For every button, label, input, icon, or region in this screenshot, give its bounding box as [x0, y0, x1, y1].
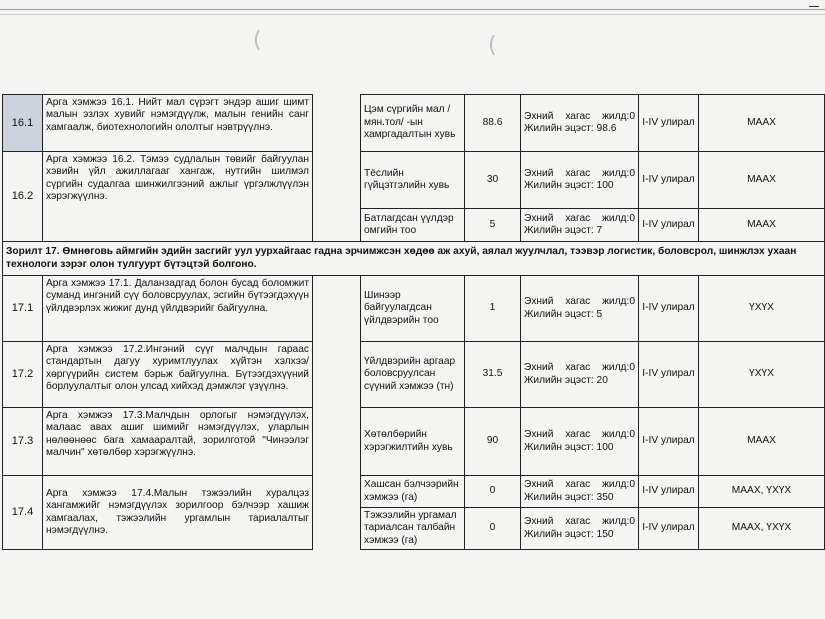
target-text: Эхний хагас жилд:0 Жилийн эцэст: 20: [521, 342, 639, 408]
target-text: Эхний хагас жилд:0 Жилийн эцэст: 100: [521, 408, 639, 476]
period-text: I-IV улирал: [639, 209, 699, 242]
target-text: Эхний хагас жилд:0 Жилийн эцэст: 150: [521, 508, 639, 550]
baseline-value: 30: [465, 152, 521, 209]
table-row-17-1: [3, 276, 825, 342]
row-number: 16.1: [3, 95, 43, 152]
measure-text: Арга хэмжээ 16.1. Нийт мал сүрэгт эндэр ашиг шимт малын эзлэх хувийг нэмэгдүүлж, малын генийн санг хамгаалж, биотехнологийн ололтыг нэвтрүүлнэ.: [43, 95, 313, 152]
indicator-text: Батлагдсан үүлдэр омгийн тоо: [361, 209, 465, 242]
target-text: Эхний хагас жилд:0 Жилийн эцэст: 100: [521, 152, 639, 209]
responsible-org: МААХ: [699, 209, 825, 242]
row-number: 17.3: [3, 408, 43, 476]
table-row-17-4: [3, 476, 825, 508]
page-edge-line-faint: [0, 14, 825, 15]
period-text: I-IV улирал: [639, 508, 699, 550]
goal-row: [3, 242, 825, 276]
blank-cell: [313, 408, 361, 476]
baseline-value: 5: [465, 209, 521, 242]
table-row-17-3: [3, 408, 825, 476]
baseline-value: 0: [465, 508, 521, 550]
table-row-16-1: [3, 95, 825, 152]
indicator-text: Үйлдвэрийн аргаар боловсруулсан сүүний хэмжээ (тн): [361, 342, 465, 408]
responsible-org: ҮХҮХ: [699, 276, 825, 342]
period-text: I-IV улирал: [639, 476, 699, 508]
blank-cell: [313, 342, 361, 408]
target-text: Эхний хагас жилд:0 Жилийн эцэст: 98.6: [521, 95, 639, 152]
measure-text: Арга хэмжээ 17.1. Даланзадгад болон бусад боломжит суманд ингэний сүү боловсруулах, эсгийн бүтээгдэхүүн үйлдвэрлэх жижиг дунд үйлдвэрийг байгуулна.: [43, 276, 313, 342]
measure-text: Арга хэмжээ 17.4.Малын тэжээлийн хуралцэз хангамжийг нэмэгдүүлэх зорилгоор бэлчээр хашиж хамгаалах, тэжээлийн ургамлын тариалалтыг нэмэгдүүлнэ.: [43, 476, 313, 550]
period-text: I-IV улирал: [639, 342, 699, 408]
baseline-value: 1: [465, 276, 521, 342]
period-text: I-IV улирал: [639, 152, 699, 209]
baseline-value: 90: [465, 408, 521, 476]
row-number: 17.2: [3, 342, 43, 408]
period-text: I-IV улирал: [639, 276, 699, 342]
period-text: I-IV улирал: [639, 95, 699, 152]
page-edge-line: [0, 9, 825, 10]
action-plan-table: [2, 94, 825, 550]
row-number: 16.2: [3, 152, 43, 242]
baseline-value: 31.5: [465, 342, 521, 408]
target-text: Эхний хагас жилд:0 Жилийн эцэст: 350: [521, 476, 639, 508]
table-row-17-2: [3, 342, 825, 408]
blank-cell: [313, 152, 361, 242]
indicator-text: Цэм сүргийн мал /мян.тол/ -ын хамргадалтын хувь: [361, 95, 465, 152]
indicator-text: Тёслийн гүйцэтгэлийн хувь: [361, 152, 465, 209]
period-text: I-IV улирал: [639, 408, 699, 476]
baseline-value: 0: [465, 476, 521, 508]
page-corner-mark: [809, 0, 819, 7]
blank-cell: [313, 476, 361, 550]
indicator-text: Хөтөлбөрийн хэрэгжилтийн хувь: [361, 408, 465, 476]
table-row-16-2: [3, 152, 825, 209]
indicator-text: Хашсан бэлчээрийн хэмжээ (га): [361, 476, 465, 508]
punch-hole-right: (: [488, 33, 497, 58]
indicator-text: Тэжээлийн ургамал тариалсан талбайн хэмжээ (га): [361, 508, 465, 550]
blank-cell: [313, 95, 361, 152]
baseline-value: 88.6: [465, 95, 521, 152]
measure-text: Арга хэмжээ 17.2.Ингэний сүүг малчдын гараас стандартын дагуу хуримтлуулах хүйтэн хэлхээ/хөргүүрийн систем бэрьж байгуулна. Бүтээгдэхүүний борлуулалтыг олон улсад хийхэд дэмжлэг үзүүлнэ.: [43, 342, 313, 408]
measure-text: Арга хэмжээ 17.3.Малчдын орлогыг нэмэгдүүлэх, малаас авах ашиг шимийг нэмэгдүүлэх, уларлын нөлөөнөөс бага хамааралтай, зорилготой "Чинээлэг малчин" хөтөлбөр хэрэгжүүлнэ.: [43, 408, 313, 476]
responsible-org: МААХ: [699, 152, 825, 209]
target-text: Эхний хагас жилд:0 Жилийн эцэст: 5: [521, 276, 639, 342]
indicator-text: Шинээр байгуулагдсан үйлдвэрийн тоо: [361, 276, 465, 342]
responsible-org: ҮХҮХ: [699, 342, 825, 408]
punch-hole-left: (: [253, 28, 262, 53]
row-number: 17.1: [3, 276, 43, 342]
responsible-org: МААХ: [699, 408, 825, 476]
target-text: Эхний хагас жилд:0 Жилийн эцэст: 7: [521, 209, 639, 242]
responsible-org: МААХ, ҮХҮХ: [699, 476, 825, 508]
measure-text: Арга хэмжээ 16.2. Тэмээ судлалын төвийг байгуулан хэвийн үйл ажиллагааг хангаж, нутгийн шилмэл сүргийн судалгаа шинжилгээний ажлыг үргэлжлүүлэн хэрэгжүүлнэ.: [43, 152, 313, 242]
responsible-org: МААХ, ҮХҮХ: [699, 508, 825, 550]
goal-heading: Зорилт 17. Өмнөговь аймгийн эдийн засгийг уул уурхайгаас гадна эрчимжсэн хөдөө аж ахуй, аялал жуулчлал, тээвэр логистик, боловсрол, шинжлэх ухаан технологи зэрэг олон тулгуурт бүтэцтэй болгоно.: [3, 242, 825, 276]
blank-cell: [313, 276, 361, 342]
row-number: 17.4: [3, 476, 43, 550]
responsible-org: МААХ: [699, 95, 825, 152]
